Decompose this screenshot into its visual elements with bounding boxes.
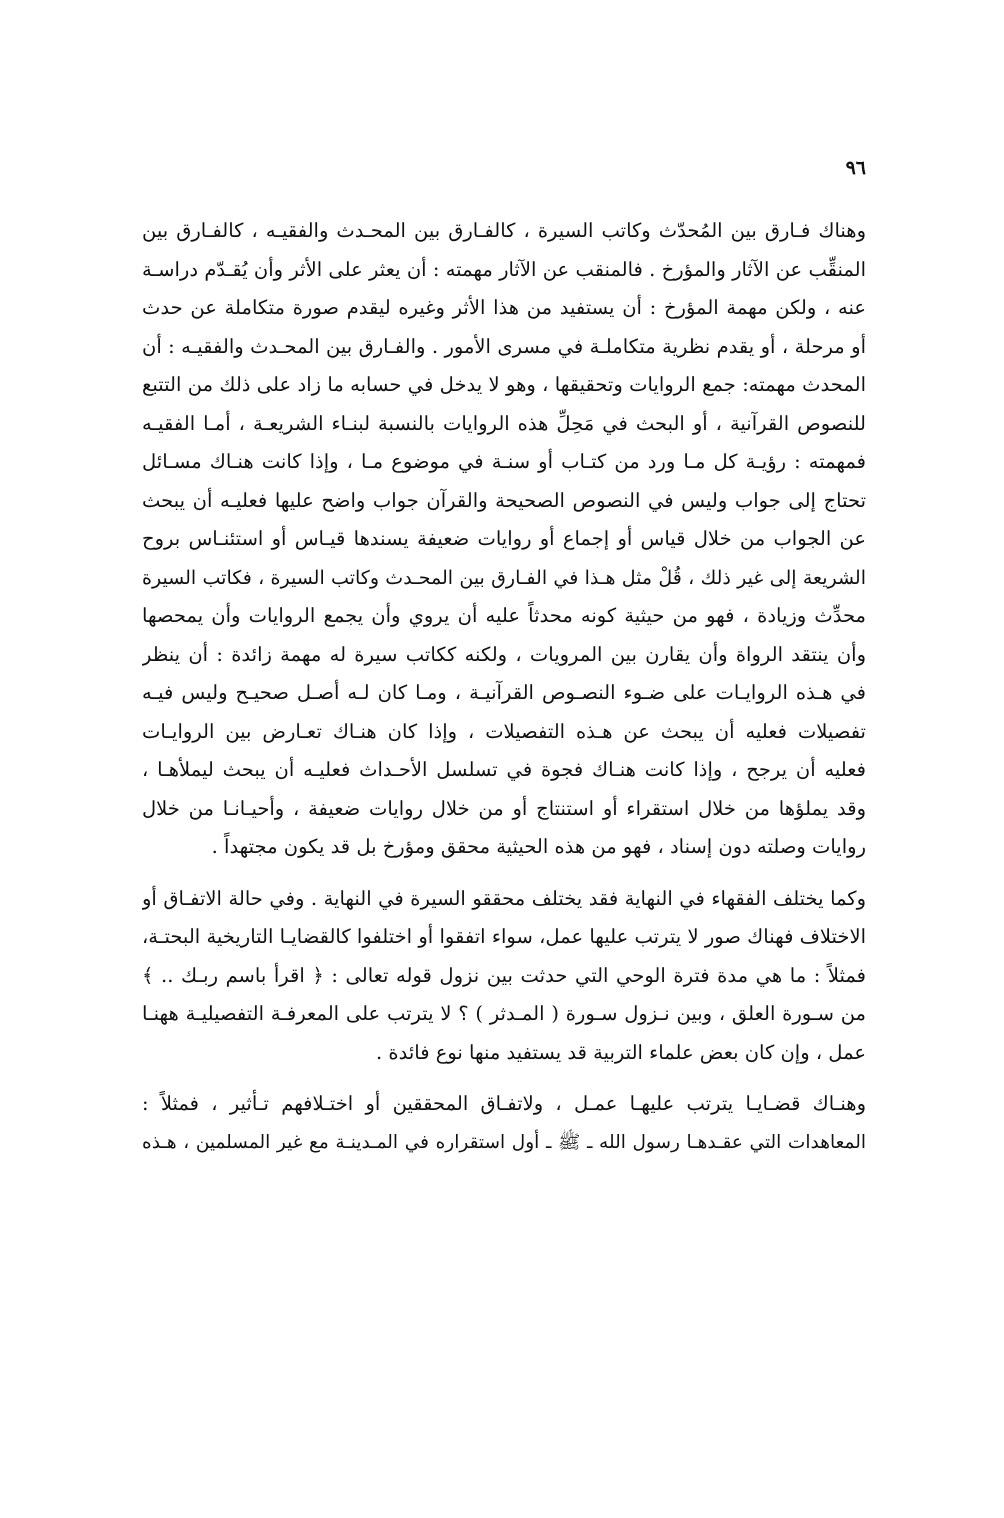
text-line: فمثلاً : ما هي مدة فترة الوحي التي حدثت بين نزول قوله تعالى : ﴿ اقرأ باسم ربـك .. ﴾ — [142, 963, 866, 987]
text-line: وهنـاك قضـايـا يترتب عليهـا عمـل ، ولاتفـاق المحققين أو اختـلافهم تـأثير ، فمثلاً : — [142, 1092, 866, 1115]
text-line: عنه ، ولكن مهمة المؤرخ : أن يستفيد من هذا الأثر وغيره ليقدم صورة متكاملة عن حدث — [142, 296, 866, 319]
text-line: أو مرحلة ، أو يقدم نظرية متكاملـة في مسرى الأمور . والفـارق بين المحـدث والفقيـه : أن — [142, 334, 866, 358]
text-line: تحتاج إلى جواب وليس في النصوص الصحيحة والقرآن جواب واضح عليها فعليـه أن يبحث — [142, 488, 866, 512]
text-line: المعاهدات التي عقـدهـا رسول الله ـ ﷺ ـ أول استقراره في المـدينـة مع غير المسلمين ، هـذه — [142, 1131, 866, 1153]
text-line: محدِّث وزيادة ، فهو من حيثية كونه محدثاً عليه أن يروي وأن يجمع الروايات وأن يمحصها — [142, 604, 866, 627]
text-line: روايات وصلته دون إسناد ، فهو من هذه الحيثية محقق ومؤرخ بل قد يكون مجتهداً . — [211, 835, 866, 858]
text-line: في هـذه الروايـات على ضـوء النصـوص القرآنيـة ، ومـا كان لـه أصـل صحيـح وليس فيـه — [142, 681, 866, 704]
paragraph — [142, 212, 866, 867]
text-line: وهناك فـارق بين المُحدّث وكاتب السيرة ، كالفـارق بين المحـدث والفقيـه ، كالفـارق بين — [142, 219, 866, 242]
text-line: المحدث مهمته: جمع الروايات وتحقيقها ، وهو لا يدخل في حسابه ما زاد على ذلك من التتبع — [142, 373, 866, 396]
text-line: المنقِّب عن الآثار والمؤرخ . فالمنقب عن الآثار مهمته : أن يعثر على الأثر وأن يُقـدّم دراسـة — [142, 257, 866, 281]
page-number: ٩٦ — [845, 157, 866, 179]
text-line: وأن ينتقد الرواة وأن يقارن بين المرويات ، ولكنه ككاتب سيرة له مهمة زائدة : أن ينظر — [142, 642, 866, 666]
text-line: للنصوص القرآنية ، أو البحث في مَحِلِّ هذه الروايات بالنسبة لبنـاء الشريعـة ، أمـا الفقيـه — [142, 411, 866, 435]
paragraph — [142, 1085, 866, 1162]
text-line: من سـورة العلق ، وبين نـزول سـورة ( المـدثر ) ؟ لا يترتب على المعرفـة التفصيليـة ههنـا — [142, 1002, 866, 1025]
text-line: وكما يختلف الفقهاء في النهاية فقد يختلف محققو السيرة في النهاية . وفي حالة الاتفـاق أو — [142, 886, 866, 910]
text-line: الشريعة إلى غير ذلك ، قُلْ مثل هـذا في الفـارق بين المحـدث وكاتب السيرة ، فكاتب السيرة — [142, 566, 866, 589]
text-line: عن الجواب من خلال قياس أو إجماع أو روايات ضعيفة يسندها قيـاس أو استئنـاس بروح — [142, 527, 866, 550]
text-line: فمهمته : رؤيـة كل مـا ورد من كتـاب أو سنـة في موضوع مـا ، وإذا كانت هنـاك مسـائل — [142, 450, 866, 473]
text-line: فعليه أن يرجح ، وإذا كانت هنـاك فجوة في تسلسل الأحـداث فعليـه أن يبحث ليملأهـا ، — [142, 758, 866, 781]
text-line: عمل ، وإن كان بعض علماء التربية قد يستفيد منها نوع فائدة . — [375, 1040, 866, 1064]
text-line: وقد يملؤها من خلال استقراء أو استنتاج أو من خلال روايات ضعيفة ، وأحيـانـا من خلال — [142, 796, 866, 820]
text-line: تفصيلات فعليه أن يبحث عن هـذه التفصيلات ، وإذا كان هنـاك تعـارض بين الروايـات — [142, 719, 866, 743]
paragraph — [142, 880, 866, 1073]
text-line: الاختلاف فهناك صور لا يترتب عليها عمل، سواء اتفقوا أو اختلفوا كالقضايـا التاريخية البحتـة، — [142, 925, 866, 948]
body-text — [142, 212, 866, 1162]
